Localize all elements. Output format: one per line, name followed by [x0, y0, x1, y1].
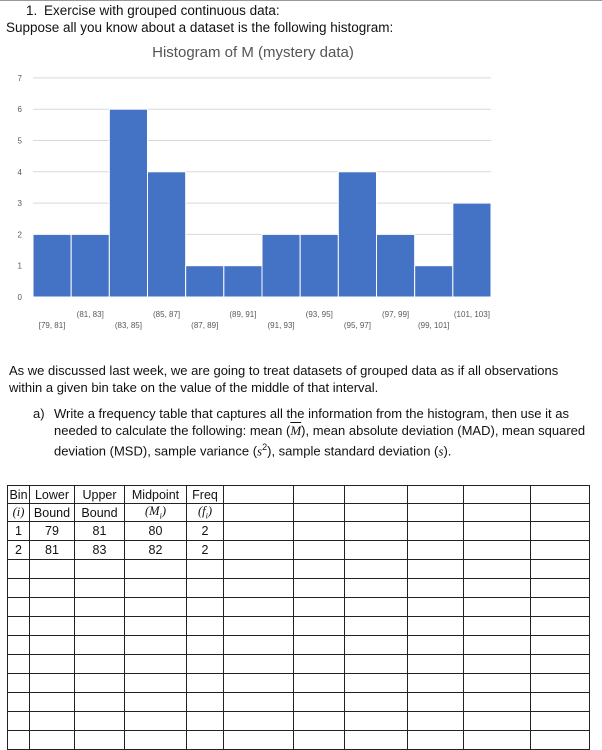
table-cell-freq[interactable]: [187, 731, 224, 750]
table-cell-upper[interactable]: [75, 693, 125, 712]
table-header-row-2: [8, 504, 590, 522]
x-tick-label: (83, 85]: [114, 321, 142, 330]
part-a-label: a): [33, 406, 45, 421]
table-cell[interactable]: [408, 541, 464, 560]
sd-symbol: s: [438, 443, 444, 459]
table-cell-midpoint[interactable]: [125, 617, 187, 636]
table-cell[interactable]: [464, 712, 531, 731]
x-tick-label: (85, 87]: [153, 310, 181, 319]
table-cell-upper[interactable]: [75, 655, 125, 674]
table-cell[interactable]: [294, 617, 345, 636]
table-row: [8, 541, 590, 560]
table-cell-midpoint[interactable]: 82: [125, 541, 187, 560]
table-cell-upper[interactable]: [75, 598, 125, 617]
table-cell-bin[interactable]: [8, 731, 30, 750]
instruction-paragraph: As we discussed last week, we are going to treat datasets of grouped data as if all observations within a given bin take on the value of the middle of that interval.: [9, 363, 559, 395]
freq-subscript: i: [205, 511, 208, 521]
table-cell-lower[interactable]: [30, 693, 75, 712]
table-cell-freq[interactable]: [187, 617, 224, 636]
header-lower-sub: Bound: [30, 504, 75, 522]
y-tick-label: 0: [17, 293, 22, 302]
table-cell[interactable]: [294, 504, 345, 522]
table-cell[interactable]: [224, 504, 294, 522]
variance-symbol: s: [257, 443, 263, 459]
table-row: [8, 636, 590, 655]
table-cell[interactable]: [464, 560, 531, 579]
table-cell[interactable]: [531, 636, 590, 655]
header-upper: Upper: [75, 486, 125, 504]
table-cell[interactable]: [531, 486, 590, 504]
table-cell-upper[interactable]: [75, 731, 125, 750]
table-cell-bin[interactable]: [8, 617, 30, 636]
y-tick-label: 5: [17, 136, 22, 146]
table-cell[interactable]: [294, 674, 345, 693]
table-cell-midpoint[interactable]: 80: [125, 522, 187, 541]
histogram-bar: [33, 234, 71, 297]
table-cell-lower[interactable]: 81: [30, 541, 75, 560]
table-cell[interactable]: [224, 579, 294, 598]
table-cell[interactable]: [345, 674, 408, 693]
table-cell[interactable]: [408, 617, 464, 636]
x-tick-label: (95, 97]: [343, 321, 371, 330]
table-cell[interactable]: [531, 617, 590, 636]
table-cell-bin[interactable]: [8, 579, 30, 598]
table-cell-bin[interactable]: [8, 693, 30, 712]
histogram-bar: [300, 234, 338, 297]
table-cell[interactable]: [224, 712, 294, 731]
histogram-bar: [71, 234, 109, 297]
part-a-text-2: ), mean absolute deviation (MAD), mean squared deviation (MSD), sample variance (: [54, 423, 586, 459]
header-bin-sub: (i): [8, 504, 30, 522]
table-cell-freq[interactable]: 2: [187, 541, 224, 560]
table-row: [8, 598, 590, 617]
table-cell-midpoint[interactable]: [125, 731, 187, 750]
table-cell-upper[interactable]: [75, 579, 125, 598]
variance-exponent: 2: [262, 442, 268, 452]
table-cell-lower[interactable]: [30, 579, 75, 598]
table-cell-freq[interactable]: [187, 598, 224, 617]
table-cell[interactable]: [464, 617, 531, 636]
table-cell-bin[interactable]: [8, 560, 30, 579]
table-cell[interactable]: [408, 598, 464, 617]
table-cell[interactable]: [408, 579, 464, 598]
table-cell[interactable]: [294, 655, 345, 674]
x-tick-label: (101, 103]: [453, 310, 490, 319]
table-cell[interactable]: [345, 579, 408, 598]
table-cell[interactable]: [294, 522, 345, 541]
table-cell-upper[interactable]: [75, 617, 125, 636]
table-cell-freq[interactable]: [187, 693, 224, 712]
part-a-text-1: Write a frequency table that captures all the information from the histogram, then use it as needed to calculate the following: mean (: [54, 406, 569, 438]
table-cell[interactable]: [294, 693, 345, 712]
chart-title: Histogram of M (mystery data): [152, 44, 354, 61]
table-cell-upper[interactable]: [75, 712, 125, 731]
table-cell[interactable]: [345, 636, 408, 655]
mean-symbol: $\overline{M}$: [290, 423, 302, 438]
table-row: [8, 579, 590, 598]
midpoint-close: ): [161, 504, 166, 519]
table-cell[interactable]: [345, 522, 408, 541]
table-cell[interactable]: [224, 486, 294, 504]
table-cell-lower[interactable]: 79: [30, 522, 75, 541]
table-cell[interactable]: [464, 579, 531, 598]
table-cell[interactable]: [531, 560, 590, 579]
y-tick-label: 1: [17, 261, 22, 271]
table-cell[interactable]: [294, 731, 345, 750]
histogram-bar: [148, 172, 186, 297]
table-cell-upper[interactable]: [75, 636, 125, 655]
table-row: [8, 560, 590, 579]
table-cell[interactable]: [464, 674, 531, 693]
table-cell[interactable]: [294, 636, 345, 655]
freq-symbol: (f: [197, 504, 206, 519]
table-cell[interactable]: [294, 598, 345, 617]
table-cell[interactable]: [408, 522, 464, 541]
table-cell[interactable]: [224, 655, 294, 674]
table-cell-freq[interactable]: [187, 655, 224, 674]
header-upper-sub: Bound: [75, 504, 125, 522]
table-cell[interactable]: [408, 674, 464, 693]
table-cell[interactable]: [464, 486, 531, 504]
table-cell[interactable]: [294, 486, 345, 504]
table-cell[interactable]: [345, 598, 408, 617]
table-cell-lower[interactable]: [30, 598, 75, 617]
top-rule: [0, 0, 602, 1]
table-cell-bin[interactable]: [8, 636, 30, 655]
table-cell[interactable]: [531, 541, 590, 560]
chart-y-axis: [18, 74, 23, 302]
table-cell[interactable]: [464, 522, 531, 541]
x-tick-label: (87, 89]: [191, 321, 219, 330]
table-cell[interactable]: [464, 731, 531, 750]
table-cell-freq[interactable]: 2: [187, 522, 224, 541]
table-cell[interactable]: [345, 541, 408, 560]
y-tick-label: 6: [17, 105, 22, 115]
midpoint-symbol: (M: [145, 504, 160, 519]
y-tick-label: 2: [17, 230, 22, 240]
table-cell[interactable]: [224, 522, 294, 541]
table-cell[interactable]: [531, 674, 590, 693]
table-cell-lower[interactable]: [30, 712, 75, 731]
table-cell[interactable]: [531, 522, 590, 541]
table-cell[interactable]: [531, 504, 590, 522]
table-cell[interactable]: [408, 731, 464, 750]
freq-close: ): [207, 504, 213, 519]
table-cell[interactable]: [224, 693, 294, 712]
table-cell[interactable]: [464, 541, 531, 560]
table-cell[interactable]: [224, 674, 294, 693]
table-cell[interactable]: [345, 655, 408, 674]
header-freq-sub: [187, 504, 224, 522]
table-cell-midpoint[interactable]: [125, 560, 187, 579]
table-cell[interactable]: [345, 731, 408, 750]
histogram-bar: [453, 203, 491, 297]
table-cell-midpoint[interactable]: [125, 636, 187, 655]
chart-x-axis: [39, 310, 490, 330]
table-cell-freq[interactable]: [187, 636, 224, 655]
table-cell-lower[interactable]: [30, 617, 75, 636]
table-cell[interactable]: [345, 617, 408, 636]
x-tick-label: (89, 91]: [229, 310, 257, 319]
x-tick-label: (81, 83]: [76, 310, 104, 319]
histogram-bar: [262, 234, 300, 297]
table-cell-bin[interactable]: [8, 598, 30, 617]
table-cell[interactable]: [224, 541, 294, 560]
header-freq: Freq: [187, 486, 224, 504]
x-tick-label: [79, 81]: [38, 321, 66, 330]
question-intro: Suppose all you know about a dataset is the following histogram:: [6, 20, 394, 35]
table-cell-bin[interactable]: [8, 655, 30, 674]
table-row: [8, 522, 590, 541]
table-cell[interactable]: [464, 655, 531, 674]
x-tick-label: (97, 99]: [382, 310, 410, 319]
header-lower: Lower: [30, 486, 75, 504]
table-cell[interactable]: [408, 636, 464, 655]
table-cell-bin[interactable]: 1: [8, 522, 30, 541]
table-cell[interactable]: [294, 579, 345, 598]
table-cell[interactable]: [531, 655, 590, 674]
table-cell[interactable]: [345, 693, 408, 712]
table-cell[interactable]: [294, 712, 345, 731]
table-cell[interactable]: [531, 598, 590, 617]
table-cell[interactable]: [345, 560, 408, 579]
histogram-chart: [0, 38, 602, 338]
table-cell[interactable]: [408, 560, 464, 579]
table-header-row-1: [8, 486, 590, 504]
table-cell[interactable]: [464, 598, 531, 617]
table-cell-lower[interactable]: [30, 674, 75, 693]
table-cell[interactable]: [408, 712, 464, 731]
table-cell-freq[interactable]: [187, 674, 224, 693]
x-tick-label: (93, 95]: [305, 310, 333, 319]
question-number: 1.: [26, 3, 38, 18]
histogram-bar: [377, 234, 415, 297]
table-cell-midpoint[interactable]: [125, 693, 187, 712]
table-cell-upper[interactable]: 83: [75, 541, 125, 560]
y-tick-label: 3: [17, 199, 22, 209]
histogram-bar: [415, 266, 453, 297]
x-tick-label: (99, 101]: [417, 321, 450, 330]
table-cell[interactable]: [408, 655, 464, 674]
table-cell-freq[interactable]: [187, 579, 224, 598]
table-cell-bin[interactable]: [8, 712, 30, 731]
table-row: [8, 731, 590, 750]
table-cell-freq[interactable]: [187, 560, 224, 579]
table-cell-freq[interactable]: [187, 712, 224, 731]
table-row: [8, 617, 590, 636]
y-tick-label: 7: [17, 73, 22, 83]
table-cell[interactable]: [408, 693, 464, 712]
table-cell[interactable]: [345, 712, 408, 731]
y-tick-label: 4: [17, 167, 22, 177]
table-cell[interactable]: [294, 541, 345, 560]
histogram-bar: [186, 266, 224, 297]
header-midpoint-sub: [125, 504, 187, 522]
table-cell-midpoint[interactable]: [125, 674, 187, 693]
table-cell-bin[interactable]: 2: [8, 541, 30, 560]
part-a-text-4: ).: [443, 443, 452, 459]
table-cell[interactable]: [531, 712, 590, 731]
table-cell[interactable]: [531, 693, 590, 712]
table-cell[interactable]: [531, 731, 590, 750]
table-cell[interactable]: [408, 504, 464, 522]
header-bin: Bin: [9, 487, 28, 502]
table-cell-upper[interactable]: [75, 560, 125, 579]
table-cell[interactable]: [224, 731, 294, 750]
midpoint-subscript: i: [159, 511, 162, 521]
histogram-bar: [224, 266, 262, 297]
table-cell-bin[interactable]: [8, 674, 30, 693]
table-cell-lower[interactable]: [30, 560, 75, 579]
table-cell-midpoint[interactable]: [125, 579, 187, 598]
table-cell[interactable]: [224, 598, 294, 617]
table-cell-lower[interactable]: [30, 731, 75, 750]
table-cell[interactable]: [224, 636, 294, 655]
table-cell-midpoint[interactable]: [125, 712, 187, 731]
table-cell-midpoint[interactable]: [125, 655, 187, 674]
frequency-table: [7, 485, 590, 750]
x-tick-label: (91, 93]: [267, 321, 295, 330]
table-cell[interactable]: [408, 486, 464, 504]
table-row: [8, 712, 590, 731]
part-a-text: [54, 405, 599, 459]
table-cell-midpoint[interactable]: [125, 598, 187, 617]
table-row: [8, 655, 590, 674]
histogram-bar: [338, 172, 376, 297]
part-a-text-3: ), sample standard deviation (: [267, 443, 439, 459]
table-cell-upper[interactable]: 81: [75, 522, 125, 541]
table-cell[interactable]: [464, 693, 531, 712]
table-cell[interactable]: [345, 486, 408, 504]
table-cell[interactable]: [464, 504, 531, 522]
table-cell[interactable]: [294, 560, 345, 579]
header-midpoint: Midpoint: [125, 486, 187, 504]
table-cell-upper[interactable]: [75, 674, 125, 693]
table-cell-lower[interactable]: [30, 636, 75, 655]
table-row: [8, 674, 590, 693]
table-row: [8, 693, 590, 712]
table-cell[interactable]: [464, 636, 531, 655]
histogram-bar: [109, 109, 147, 297]
question-title: Exercise with grouped continuous data:: [44, 3, 280, 18]
table-cell-lower[interactable]: [30, 655, 75, 674]
question-heading: [26, 3, 280, 18]
table-cell[interactable]: [224, 617, 294, 636]
table-cell[interactable]: [224, 560, 294, 579]
table-cell[interactable]: [531, 579, 590, 598]
table-cell[interactable]: [345, 504, 408, 522]
